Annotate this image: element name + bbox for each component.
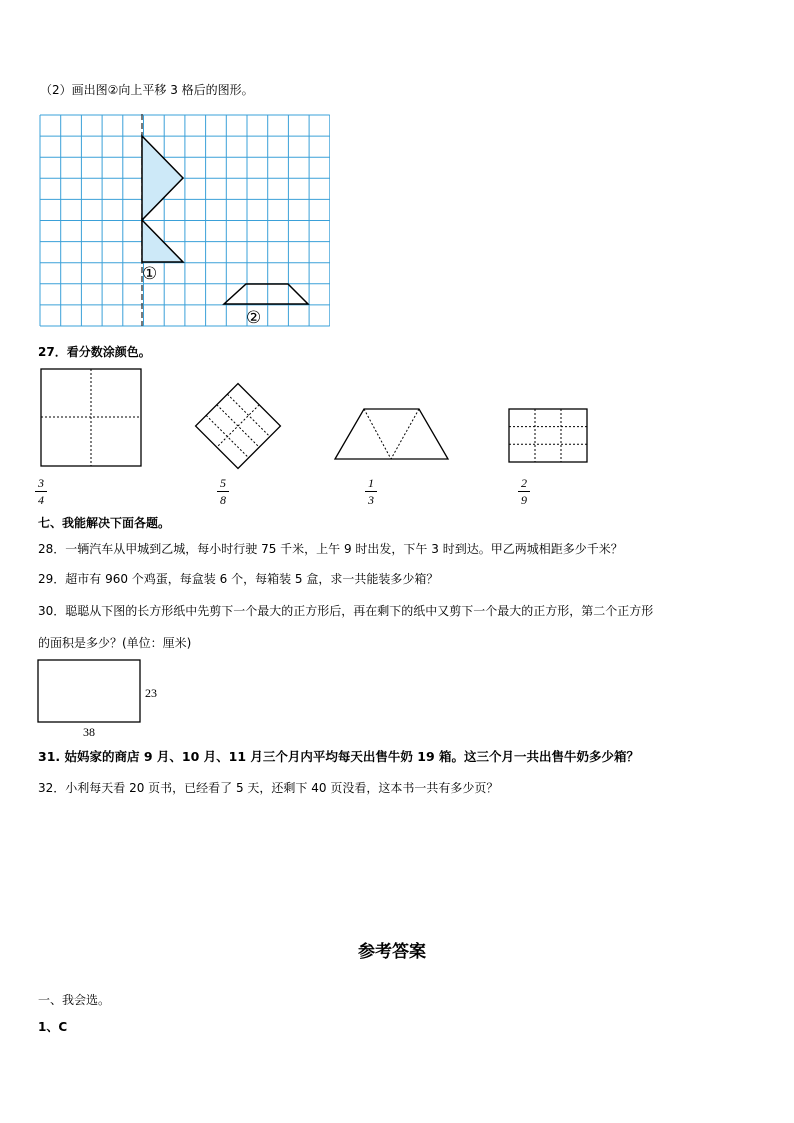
- fraction-2-9: 2 9: [517, 476, 531, 507]
- shape-2-label: ②: [246, 308, 262, 328]
- fraction-1-3: 1 3: [364, 476, 378, 507]
- q30-text-line2: 的面积是多少？(单位：厘米): [38, 636, 192, 650]
- answer-section-1: 一、我会选。: [38, 993, 111, 1007]
- q29-text: 29．超市有 960 个鸡蛋，每盒装 6 个，每箱装 5 盒，求一共能装多少箱？: [38, 572, 439, 586]
- q27-rectangle-ninths: [508, 408, 590, 464]
- q28-text: 28．一辆汽车从甲城到乙城，每小时行驶 75 千米，上午 9 时出发，下午 3 时到达。甲乙两城相距多少千米？: [38, 542, 623, 556]
- shape-2-trapezoid: [224, 284, 308, 304]
- shape-1-lower-triangle: [142, 220, 183, 262]
- fraction-5-8: 5 8: [216, 476, 230, 507]
- fraction-3-4: 3 4: [34, 476, 48, 507]
- q26-part2-text: （2）画出图②向上平移 3 格后的图形。: [40, 83, 254, 97]
- answer-item-1: 1、C: [38, 1020, 68, 1034]
- q30-height-label: 23: [145, 686, 157, 700]
- q27-trapezoid-thirds: [332, 404, 452, 464]
- q30-text-line1: 30．聪聪从下图的长方形纸中先剪下一个最大的正方形后，再在剩下的纸中又剪下一个最大的正方形，第二个正方形: [38, 604, 654, 618]
- q27-square-quarters: [40, 368, 144, 468]
- grid-lines: [40, 115, 330, 326]
- q30-rectangle: [37, 659, 143, 725]
- q30-width-label: 38: [83, 725, 95, 739]
- translation-grid: [38, 114, 330, 328]
- q27-title: 27．看分数涂颜色。: [38, 345, 151, 359]
- answer-title: 参考答案: [358, 942, 426, 962]
- shape-1-upper-triangle: [142, 136, 183, 220]
- shape-1-label: ①: [142, 264, 158, 284]
- q32-text: 32．小利每天看 20 页书，已经看了 5 天，还剩下 40 页没看，这本书一共有多少页？: [38, 781, 499, 795]
- q31-text: 31. 姑妈家的商店 9 月、10 月、11 月三个月内平均每天出售牛奶 19 箱。这三个月一共出售牛奶多少箱？: [38, 749, 639, 764]
- section-7-heading: 七、我能解决下面各题。: [38, 516, 171, 530]
- q27-diamond-eighths: [192, 380, 284, 472]
